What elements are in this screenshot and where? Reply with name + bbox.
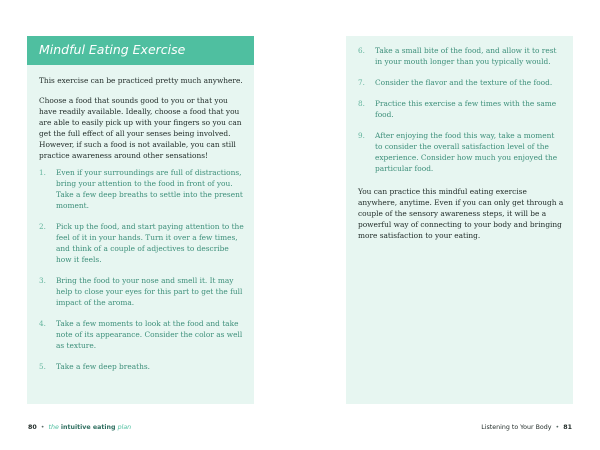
step-text: Take a few deep breaths. [56,362,150,371]
step-number: 2. [39,222,46,231]
intro-text: This exercise can be practiced pretty much anywhere. [39,76,243,85]
step-text: Take a small bite of the food, and allow it to rest in your mouth longer than you typically would. [375,46,557,66]
footer-left [28,424,131,431]
step-text: Practice this exercise a few times with the same food. [375,99,557,119]
step-item [358,130,563,174]
exercise-panel-left [27,36,254,404]
step-number: 6. [358,46,365,55]
book-title-part: intuitive eating [60,424,116,431]
step-text: Bring the food to your nose and smell it. It may help to close your eyes for this part to get the full impact of the aroma. [56,276,243,307]
book-title-part: the [48,424,59,431]
steps-list-right [358,45,563,174]
closing-paragraph: You can practice this mindful eating exercise anywhere, anytime. Even if you can only get through a couple of the sensory awareness steps, it will be a powerful way of connecting to your body and bringing more satisfaction to your eating. [358,187,564,240]
step-item [358,98,563,120]
step-item [39,361,246,372]
step-text: After enjoying the food this way, take a moment to consider the overall satisfaction level of the experience. Consider how much you enjoyed the particular food. [375,131,558,173]
step-number: 7. [358,78,365,87]
footer-right [481,424,572,431]
step-number: 4. [39,319,46,328]
footer-bullet: • [40,424,45,431]
step-number: 1. [39,168,46,177]
step-item [358,45,563,67]
step-item [39,275,246,308]
exercise-panel-right [346,36,573,404]
step-item [39,221,246,265]
page-number: 80 [28,424,37,431]
step-number: 8. [358,99,365,108]
exercise-header-band [27,36,254,65]
step-item [358,77,563,88]
footer-bullet: • [555,424,560,431]
step-item [39,318,246,351]
step-item [39,167,246,211]
section-title: Listening to Your Body [481,424,552,431]
step-number: 9. [358,131,365,140]
steps-list-left [39,167,246,372]
step-number: 3. [39,276,46,285]
book-title-part: plan [117,424,132,431]
step-number: 5. [39,362,46,371]
step-text: Take a few moments to look at the food and take note of its appearance. Consider the color as well as texture. [56,319,243,350]
page-number: 81 [563,424,572,431]
step-text: Consider the flavor and the texture of the food. [375,78,553,87]
intro-paragraph: Choose a food that sounds good to you or that you have readily available. Ideally, choose a food that you are able to easily pick up with your fingers so you can get the full effect of all your senses being involved. However, if such a food is not available, you can still practice awareness around other sensations! [39,96,242,160]
step-text: Even if your surroundings are full of distractions, bring your attention to the food in front of you. Take a few deep breaths to settle into the present moment. [56,168,243,210]
exercise-title: Mindful Eating Exercise [39,42,186,57]
step-text: Pick up the food, and start paying attention to the feel of it in your hands. Turn it over a few times, and think of a couple of adjectives to describe how it feels. [56,222,244,264]
